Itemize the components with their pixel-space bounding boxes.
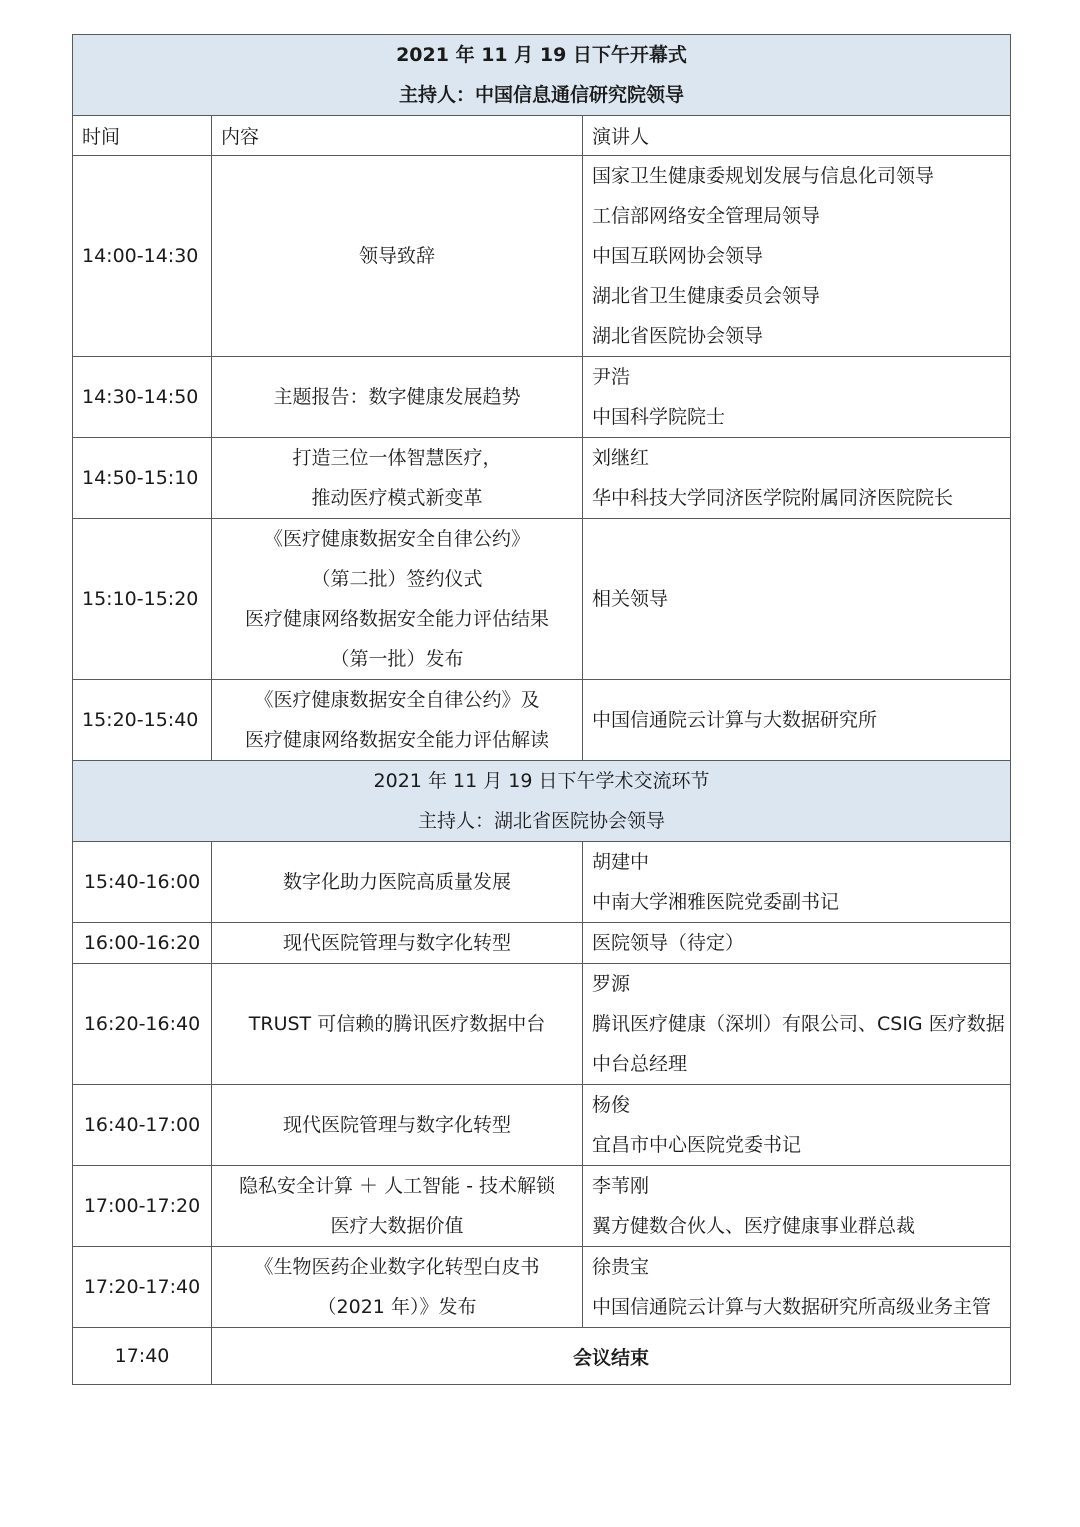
table-row: [73, 964, 1011, 1085]
speaker-line: 罗源: [592, 973, 631, 995]
speaker-line: 工信部网络安全管理局领导: [592, 205, 821, 227]
time-cell: 15:40-16:00: [73, 842, 212, 923]
section-title: 2021 年 11 月 19 日下午开幕式: [396, 44, 687, 66]
content-line: 《医疗健康数据安全自律公约》: [263, 528, 530, 550]
content-line: TRUST 可信赖的腾讯医疗数据中台: [248, 1013, 546, 1035]
speaker-cell: [583, 357, 1011, 438]
content-cell: [212, 680, 583, 761]
content-cell: [212, 357, 583, 438]
content-cell: [212, 1166, 583, 1247]
speaker-line: 宜昌市中心医院党委书记: [592, 1134, 802, 1156]
time-cell: 17:00-17:20: [73, 1166, 212, 1247]
content-cell: [212, 156, 583, 357]
content-cell: [212, 519, 583, 680]
speaker-cell: [583, 1247, 1011, 1328]
time-cell: 16:40-17:00: [73, 1085, 212, 1166]
speaker-cell: [583, 519, 1011, 680]
header-content: 内容: [212, 116, 583, 156]
content-cell: [212, 842, 583, 923]
speaker-line: 华中科技大学同济医学院附属同济医院院长: [592, 487, 954, 509]
table-row: [73, 438, 1011, 519]
agenda-table: [72, 34, 1011, 1385]
content-line: 医疗健康网络数据安全能力评估解读: [244, 729, 549, 751]
speaker-line: 杨俊: [592, 1094, 631, 1116]
table-row: [73, 842, 1011, 923]
section-title: 2021 年 11 月 19 日下午学术交流环节: [373, 770, 710, 792]
speaker-line: 腾讯医疗健康（深圳）有限公司、CSIG 医疗数据: [592, 1013, 1005, 1035]
column-header-row: [73, 116, 1011, 156]
table-row: [73, 357, 1011, 438]
speaker-line: 中南大学湘雅医院党委副书记: [592, 891, 840, 913]
section-host: 主持人：中国信息通信研究院领导: [398, 84, 684, 106]
content-line: 推动医疗模式新变革: [311, 487, 483, 509]
opening-rows: [73, 156, 1011, 761]
speaker-line: 相关领导: [592, 588, 669, 610]
closing-row: [73, 1328, 1011, 1385]
speaker-cell: [583, 964, 1011, 1085]
content-cell: [212, 964, 583, 1085]
content-line: （2021 年）》发布: [317, 1296, 477, 1318]
table-row: [73, 1166, 1011, 1247]
speaker-cell: [583, 1166, 1011, 1247]
content-line: 医疗大数据价值: [330, 1215, 464, 1237]
time-cell: 15:10-15:20: [73, 519, 212, 680]
closing-time: 17:40: [73, 1328, 212, 1385]
time-cell: 15:20-15:40: [73, 680, 212, 761]
content-line: 现代医院管理与数字化转型: [282, 1114, 511, 1136]
speaker-line: 翼方健数合伙人、医疗健康事业群总裁: [592, 1215, 916, 1237]
content-cell: [212, 1247, 583, 1328]
speaker-cell: [583, 1085, 1011, 1166]
speaker-cell: [583, 156, 1011, 357]
table-row: [73, 680, 1011, 761]
speaker-line: 中国信通院云计算与大数据研究所高级业务主管: [592, 1296, 992, 1318]
table-row: [73, 519, 1011, 680]
speaker-line: 中国科学院院士: [592, 406, 726, 428]
content-cell: [212, 923, 583, 964]
speaker-line: 湖北省医院协会领导: [592, 325, 764, 347]
time-cell: 14:00-14:30: [73, 156, 212, 357]
speaker-line: 中台总经理: [592, 1053, 688, 1075]
content-line: （第二批）签约仪式: [311, 568, 483, 590]
speaker-line: 湖北省卫生健康委员会领导: [592, 285, 821, 307]
time-cell: 17:20-17:40: [73, 1247, 212, 1328]
speaker-line: 国家卫生健康委规划发展与信息化司领导: [592, 165, 935, 187]
content-line: 现代医院管理与数字化转型: [282, 932, 511, 954]
section-header-opening: [73, 35, 1011, 116]
speaker-cell: [583, 438, 1011, 519]
speaker-cell: [583, 842, 1011, 923]
content-line: 医疗健康网络数据安全能力评估结果: [244, 608, 549, 630]
table-row: [73, 1247, 1011, 1328]
time-cell: 14:30-14:50: [73, 357, 212, 438]
closing-label: 会议结束: [212, 1328, 1011, 1385]
header-speaker: 演讲人: [583, 116, 1011, 156]
academic-rows: [73, 842, 1011, 1328]
speaker-line: 李苇刚: [592, 1175, 650, 1197]
content-cell: [212, 438, 583, 519]
speaker-line: 胡建中: [592, 851, 650, 873]
time-cell: 14:50-15:10: [73, 438, 212, 519]
section-header-academic: [73, 761, 1011, 842]
content-line: 领导致辞: [358, 245, 435, 267]
speaker-line: 刘继红: [592, 447, 650, 469]
content-line: 数字化助力医院高质量发展: [282, 871, 511, 893]
time-cell: 16:00-16:20: [73, 923, 212, 964]
content-line: 《医疗健康数据安全自律公约》及: [254, 689, 540, 711]
table-row: [73, 1085, 1011, 1166]
speaker-line: 中国互联网协会领导: [592, 245, 764, 267]
speaker-line: 尹浩: [592, 366, 631, 388]
content-line: 主题报告：数字健康发展趋势: [273, 386, 521, 408]
header-time: 时间: [73, 116, 212, 156]
content-line: 隐私安全计算 ＋ 人工智能 - 技术解锁: [238, 1175, 555, 1197]
table-row: [73, 156, 1011, 357]
time-cell: 16:20-16:40: [73, 964, 212, 1085]
content-line: 《生物医药企业数字化转型白皮书: [254, 1256, 540, 1278]
speaker-cell: [583, 923, 1011, 964]
speaker-cell: [583, 680, 1011, 761]
section-host: 主持人：湖北省医院协会领导: [417, 810, 665, 832]
content-line: 打造三位一体智慧医疗，: [292, 447, 502, 469]
table-row: [73, 923, 1011, 964]
speaker-line: 徐贵宝: [592, 1256, 650, 1278]
content-cell: [212, 1085, 583, 1166]
content-line: （第一批）发布: [330, 648, 464, 670]
speaker-line: 医院领导（待定）: [592, 932, 745, 954]
speaker-line: 中国信通院云计算与大数据研究所: [592, 709, 878, 731]
